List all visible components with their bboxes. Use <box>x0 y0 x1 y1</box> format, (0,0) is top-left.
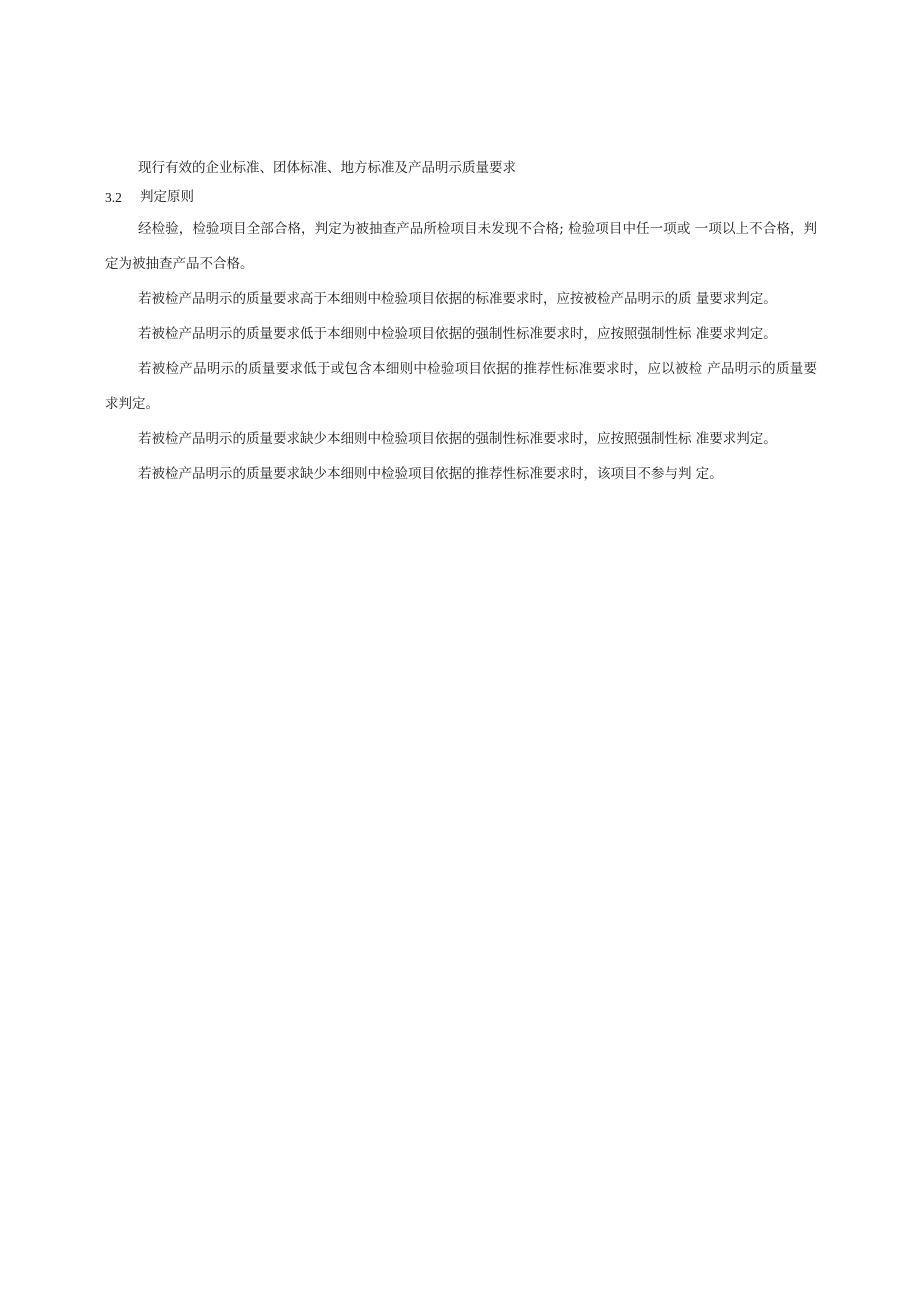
paragraph-lower-mandatory: 若被检产品明示的质量要求低于本细则中检验项目依据的强制性标准要求时，应按照强制性标 准要求判定。 <box>138 326 777 342</box>
section-number: 3.2 <box>105 190 122 205</box>
lead-paragraph: 现行有效的企业标准、团体标准、地方标准及产品明示质量要求 <box>138 160 516 176</box>
paragraph-lower-recommended: 若被检产品明示的质量要求低于或包含本细则中检验项目依据的推荐性标准要求时，应以被检 产品明示的质量要求判定。 <box>105 361 817 412</box>
paragraph-higher-requirement: 若被检产品明示的质量要求高于本细则中检验项目依据的标准要求时，应按被检产品明示的质 量要求判定。 <box>138 291 777 307</box>
document-body <box>105 154 817 492</box>
paragraph-missing-mandatory: 若被检产品明示的质量要求缺少本细则中检验项目依据的强制性标准要求时，应按照强制性标 准要求判定。 <box>138 431 777 447</box>
section-title: 判定原则 <box>140 189 194 205</box>
section-heading <box>105 183 817 212</box>
paragraph-missing-recommended: 若被检产品明示的质量要求缺少本细则中检验项目依据的推荐性标准要求时，该项目不参与判 定。 <box>138 466 723 482</box>
paragraph-overall-judgement: 经检验，检验项目全部合格，判定为被抽查产品所检项目未发现不合格; 检验项目中任一项或 一项以上不合格，判定为被抽查产品不合格。 <box>105 221 817 272</box>
